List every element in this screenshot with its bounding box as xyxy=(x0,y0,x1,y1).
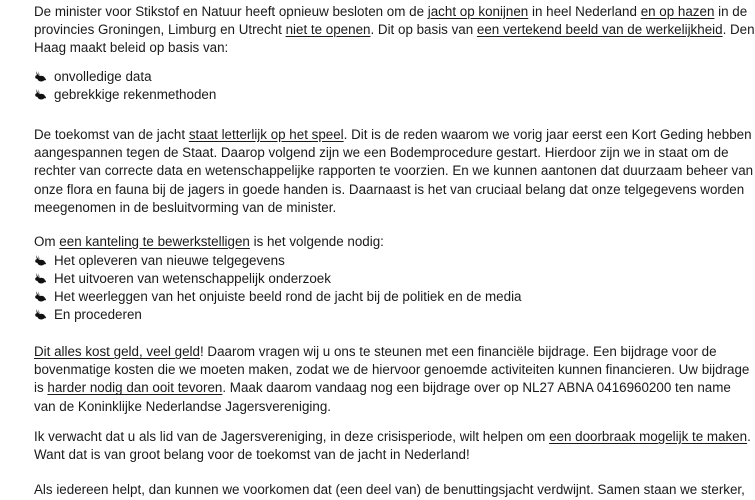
rabbit-icon xyxy=(34,71,54,82)
needs-paragraph xyxy=(34,233,724,251)
link-vertekend-beeld[interactable]: een vertekend beeld van de werkelijkheid xyxy=(476,22,723,38)
list-item xyxy=(34,85,216,103)
text: . Dit is de reden waarom we vorig jaar eerst een Kort Geding hebben xyxy=(343,127,752,142)
text: Om xyxy=(34,234,60,249)
list-item-text: Het weerleggen van het onjuiste beeld rond de jacht bij de politiek en de media xyxy=(54,288,522,304)
text: De toekomst van de jacht xyxy=(34,127,189,142)
link-kost-geld[interactable]: Dit alles kost geld, veel geld xyxy=(34,344,200,359)
future-line-1 xyxy=(34,126,752,144)
donation-line-1 xyxy=(34,343,724,361)
link-staat-op-het-speel[interactable]: staat letterlijk op het speel xyxy=(188,127,344,142)
closing-line-1: Als iedereen helpt, dan kunnen we voorkomen dat (een deel van) de benuttingsjacht verdwijnt. Samen staan we sterker, xyxy=(34,482,745,497)
text: in de xyxy=(714,4,748,19)
rabbit-icon xyxy=(34,89,54,100)
future-line-2: aangespannen tegen de Staat. Daarop volgend zijn we een Bodemprocedure gestart. Hierdoor zijn we in staat om de xyxy=(34,145,729,161)
link-niet-te-openen[interactable]: niet te openen xyxy=(285,22,371,38)
list-item-text: Het uitvoeren van wetenschappelijk onderzoek xyxy=(54,270,331,286)
list-item xyxy=(34,269,522,287)
expectation-paragraph xyxy=(34,428,751,464)
rabbit-icon xyxy=(34,273,54,284)
list-item-text: Het opleveren van nieuwe telgegevens xyxy=(54,252,285,268)
text: . Den xyxy=(722,22,755,38)
link-harder-nodig[interactable]: harder nodig dan ooit tevoren xyxy=(47,380,223,396)
link-kanteling[interactable]: een kanteling te bewerkstelligen xyxy=(59,234,250,249)
donation-line-4: van de Koninklijke Nederlandse Jagersvereniging. xyxy=(34,398,332,414)
text: . Maak daarom vandaag nog een bijdrage over op NL27 ABNA 0416960200 ten name xyxy=(222,380,731,396)
future-line-3: rechter van correcte data en wetenschappelijke rapporten te voorzien. En we kunnen aantonen dat duurzaam beheer van xyxy=(34,163,754,179)
text: is xyxy=(34,380,48,396)
text: ! Daarom vragen wij u ons te steunen met een financiële bijdrage. Een bijdrage voor de xyxy=(199,344,717,359)
text: provincies Groningen, Limburg en Utrecht xyxy=(34,22,286,38)
donation-line-3 xyxy=(34,379,731,397)
list-item-text: gebrekkige rekenmethoden xyxy=(54,86,217,102)
list-item xyxy=(34,67,216,85)
future-line-4: onze flora en fauna bij de jagers in goede handen is. Daarnaast is het van cruciaal belang dat onze telgegevens worden xyxy=(34,181,745,197)
expectation-line-2: Want dat is van groot belang voor de toekomst van de jacht in Nederland! xyxy=(34,447,470,463)
needs-list xyxy=(34,251,522,324)
link-en-op-hazen[interactable]: en op hazen xyxy=(640,4,715,19)
donation-line-2: bovenmatige kosten die we moeten maken, zodat we de hiervoor genoemde activiteiten kunnen financieren. Uw bijdrage xyxy=(34,362,750,378)
text: Ik verwacht dat u als lid van de Jagersvereniging, in deze crisisperiode, wilt helpen om xyxy=(34,429,550,444)
closing-paragraph xyxy=(34,481,745,499)
list-item-text: onvolledige data xyxy=(54,68,152,84)
link-doorbraak[interactable]: een doorbraak mogelijk te maken xyxy=(549,429,748,444)
list-item xyxy=(34,306,522,324)
intro-line-3: Haag maakt beleid op basis van: xyxy=(34,40,229,56)
list-item xyxy=(34,251,522,269)
text: in heel Nederland xyxy=(528,4,641,19)
text: is het volgende nodig: xyxy=(249,234,384,249)
rabbit-icon xyxy=(34,309,54,320)
list-item xyxy=(34,287,522,305)
link-jacht-op-konijnen[interactable]: jacht op konijnen xyxy=(427,4,529,19)
intro-line-1 xyxy=(34,3,748,21)
intro-line-2 xyxy=(34,21,755,39)
future-paragraph xyxy=(34,126,754,217)
rabbit-icon xyxy=(34,291,54,302)
donation-paragraph xyxy=(34,343,750,416)
rabbit-icon xyxy=(34,255,54,266)
expectation-line-1 xyxy=(34,428,751,446)
basis-list xyxy=(34,67,216,103)
needs-line-1 xyxy=(34,233,724,251)
intro-paragraph xyxy=(34,3,755,58)
text: . xyxy=(747,429,751,444)
future-line-5: meegenomen in de besluitvorming van de minister. xyxy=(34,199,337,215)
list-item-text: En procederen xyxy=(54,307,142,323)
text: De minister voor Stikstof en Natuur heeft opnieuw besloten om de xyxy=(34,4,428,19)
text: . Dit op basis van xyxy=(370,22,477,38)
